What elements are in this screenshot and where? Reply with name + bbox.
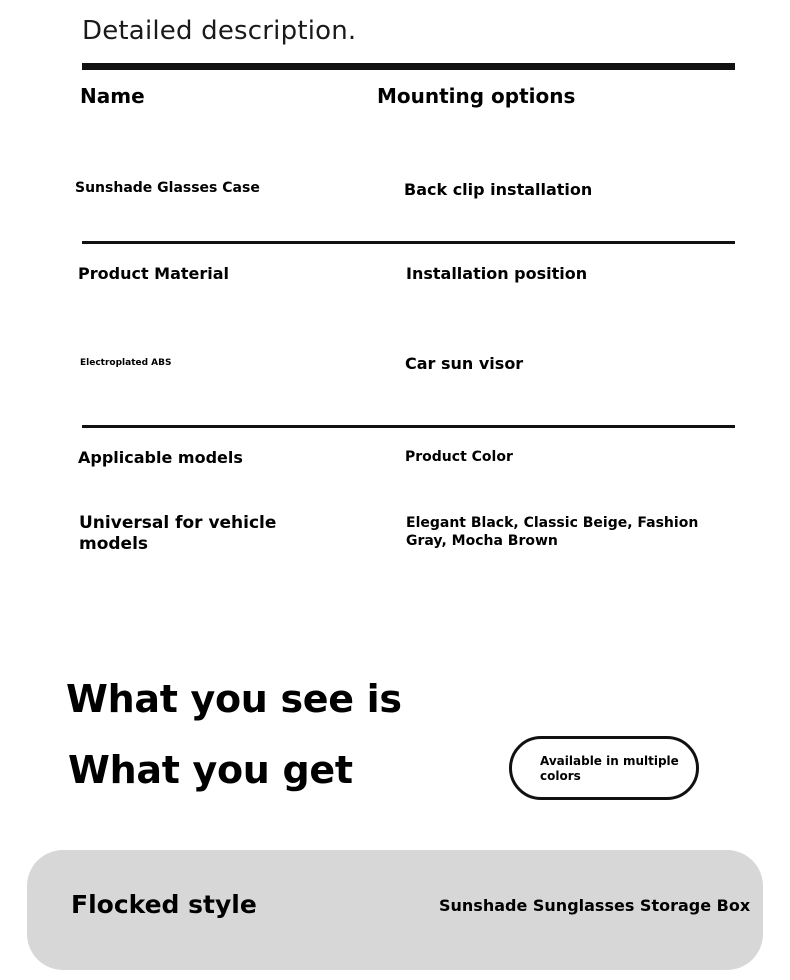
- mounting-value: Back clip installation: [404, 180, 593, 199]
- row-divider-2: [82, 425, 735, 428]
- page-title: Detailed description.: [82, 16, 357, 46]
- name-label: Name: [80, 84, 145, 108]
- style-label: Flocked style: [71, 890, 257, 919]
- material-label: Product Material: [78, 264, 230, 283]
- position-value: Car sun visor: [405, 354, 524, 373]
- models-label: Applicable models: [78, 448, 243, 467]
- material-value: Electroplated ABS: [80, 358, 172, 368]
- row-divider-1: [82, 241, 735, 244]
- color-label: Product Color: [405, 449, 513, 465]
- colors-badge: [509, 736, 699, 800]
- footer-band: [27, 850, 763, 970]
- product-label: Sunshade Sunglasses Storage Box: [439, 896, 751, 915]
- promo-headline-line2: What you get: [68, 748, 353, 792]
- name-value: Sunshade Glasses Case: [75, 180, 260, 196]
- color-value: Elegant Black, Classic Beige, Fashion Gray, Mocha Brown: [406, 515, 699, 549]
- header-divider: [82, 63, 735, 70]
- position-label: Installation position: [406, 264, 588, 283]
- colors-badge-text: Available in multiple colors: [540, 754, 679, 783]
- models-value: Universal for vehicle models: [79, 513, 277, 554]
- mounting-label: Mounting options: [377, 84, 576, 108]
- promo-headline-line1: What you see is: [66, 677, 402, 721]
